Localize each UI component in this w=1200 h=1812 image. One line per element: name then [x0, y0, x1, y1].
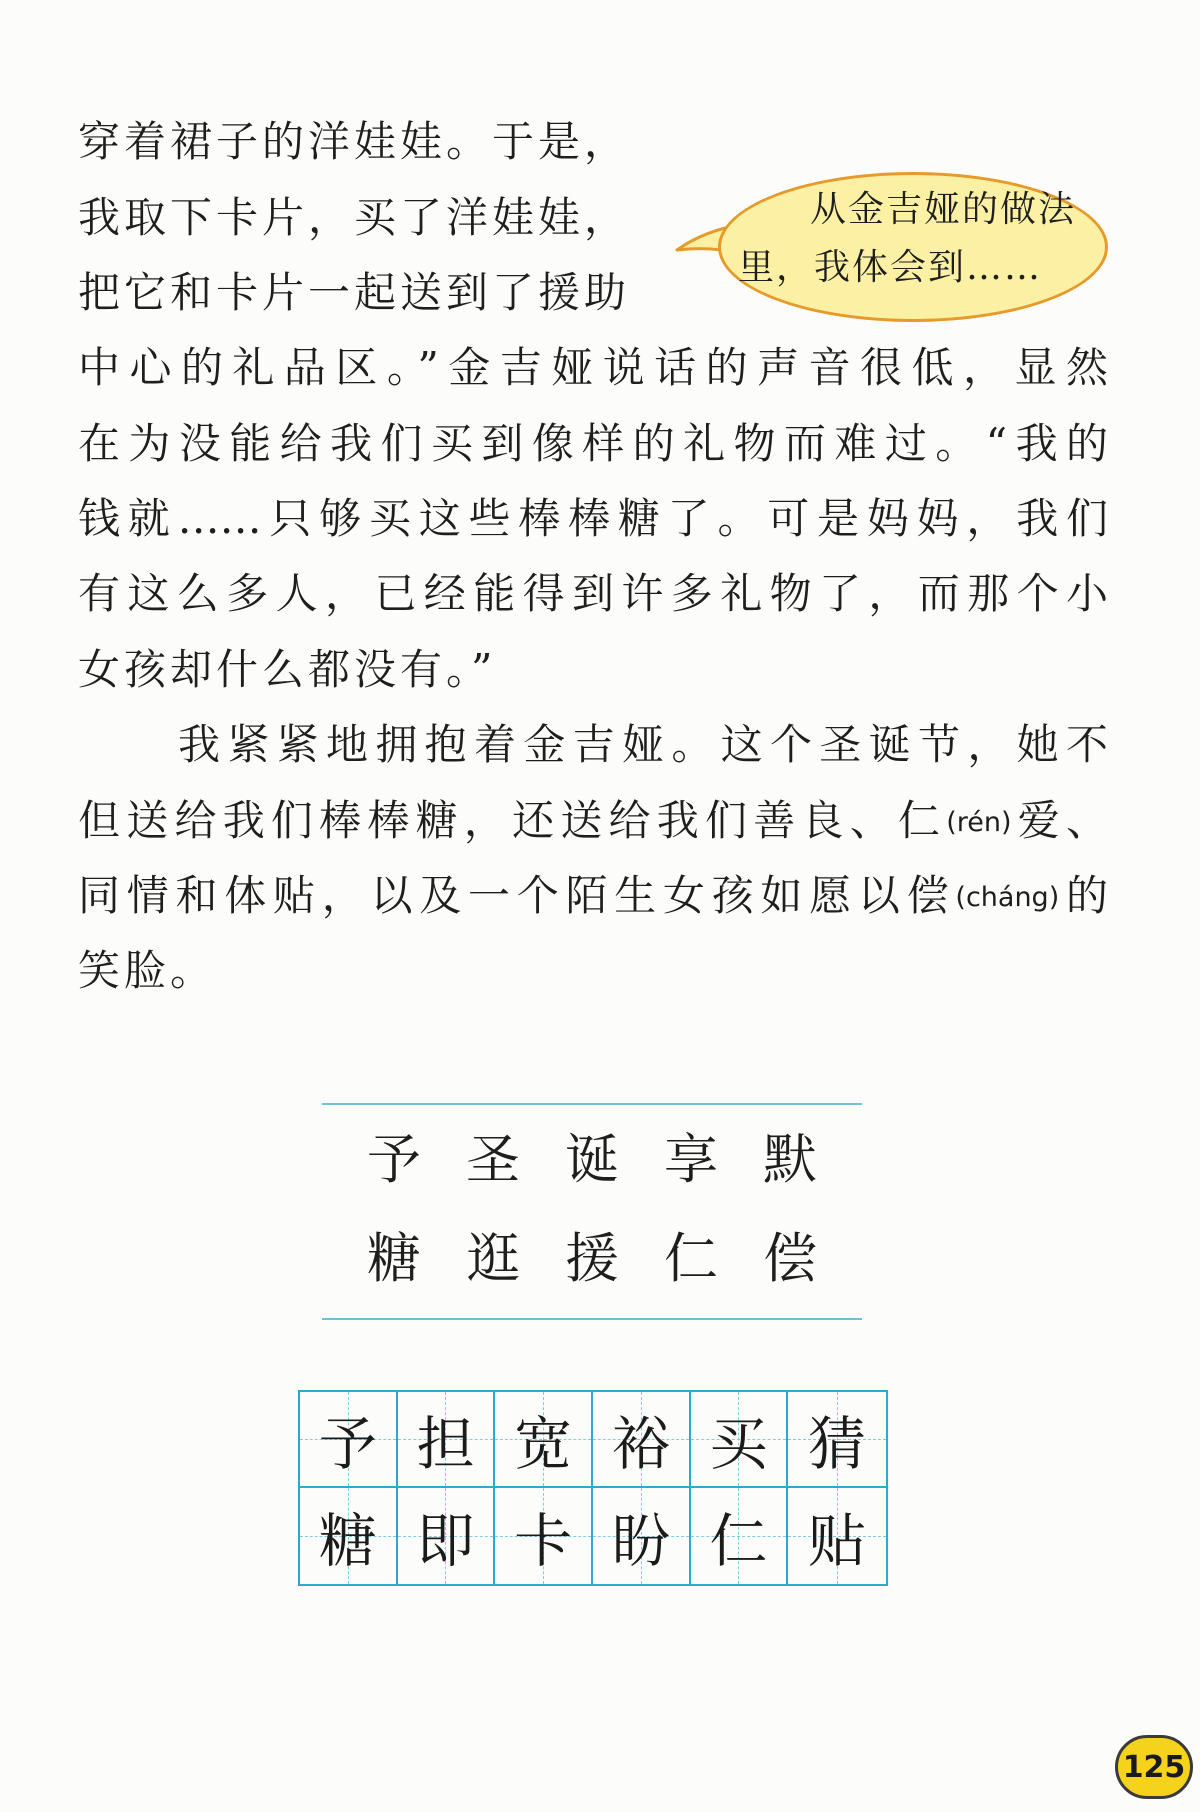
- text-line-3: 把它和卡片一起送到了援助: [78, 268, 631, 317]
- bottom-rule: [322, 1318, 862, 1320]
- recognize-char: 予: [367, 1128, 421, 1191]
- write-char: 猜: [808, 1410, 867, 1478]
- write-char: 买: [709, 1410, 768, 1478]
- text-line-5: 在为没能给我们买到像样的礼物而难过。“我的: [78, 419, 1108, 468]
- recognize-char: 偿: [763, 1227, 817, 1290]
- text-line-11: [78, 868, 1108, 926]
- grid-cell: [691, 1488, 789, 1584]
- write-char: 裕: [611, 1410, 670, 1478]
- writing-grid: [298, 1390, 888, 1586]
- grid-cell: [691, 1392, 789, 1488]
- text-line-4: 中心的礼品区。”金吉娅说话的声音很低，显然: [78, 343, 1108, 392]
- text-line-10: [78, 793, 1108, 851]
- text-line-10-end: 爱、: [1011, 796, 1108, 845]
- recognize-char: 圣: [466, 1128, 520, 1191]
- recognize-char: 仁: [664, 1227, 718, 1290]
- recognize-chars-row-1: [322, 1125, 862, 1195]
- page-number-badge: 125: [1115, 1735, 1193, 1799]
- recognize-char: 糖: [367, 1227, 421, 1290]
- text-line-1: 穿着裙子的洋娃娃。于是，: [78, 117, 631, 166]
- write-char: 贴: [808, 1507, 867, 1575]
- text-line-2: 我取下卡片，买了洋娃娃，: [78, 193, 631, 242]
- grid-cell: [300, 1488, 398, 1584]
- write-char: 卡: [514, 1507, 573, 1575]
- write-char: 盼: [611, 1507, 670, 1575]
- grid-cell: [788, 1488, 886, 1584]
- recognize-char: 默: [763, 1128, 817, 1191]
- text-line-11-end: 的: [1059, 871, 1108, 920]
- grid-cell: [398, 1488, 496, 1584]
- pinyin-chang: (cháng): [955, 882, 1060, 913]
- recognize-char: 援: [565, 1227, 619, 1290]
- grid-cell: [593, 1392, 691, 1488]
- recognize-char: 逛: [466, 1227, 520, 1290]
- text-line-6: 钱就……只够买这些棒棒糖了。可是妈妈，我们: [78, 494, 1108, 543]
- grid-cell: [300, 1392, 398, 1488]
- write-char: 宽: [514, 1410, 573, 1478]
- recognize-chars-row-2: [322, 1224, 862, 1294]
- text-line-10-main: 但送给我们棒棒糖，还送给我们善良、仁: [78, 796, 947, 845]
- grid-cell: [495, 1392, 593, 1488]
- grid-cell: [788, 1392, 886, 1488]
- text-line-11-main: 同情和体贴，以及一个陌生女孩如愿以偿: [78, 871, 956, 920]
- write-char: 担: [416, 1410, 475, 1478]
- write-char: 即: [416, 1507, 475, 1575]
- write-char: 仁: [709, 1507, 768, 1575]
- write-char: 予: [318, 1410, 377, 1478]
- text-line-8: 女孩却什么都没有。”: [78, 645, 497, 694]
- grid-cell: [495, 1488, 593, 1584]
- top-rule: [322, 1103, 862, 1105]
- grid-cell: [398, 1392, 496, 1488]
- pinyin-ren: (rén): [946, 807, 1012, 838]
- grid-cell: [593, 1488, 691, 1584]
- recognize-char: 诞: [565, 1128, 619, 1191]
- text-line-9: 我紧紧地拥抱着金吉娅。这个圣诞节，她不: [178, 720, 1108, 769]
- bubble-line-2: 里，我体会到……: [738, 247, 1043, 288]
- recognize-char: 享: [664, 1128, 718, 1191]
- text-line-7: 有这么多人，已经能得到许多礼物了，而那个小: [78, 569, 1108, 618]
- write-char: 糖: [318, 1507, 377, 1575]
- text-line-12: 笑脸。: [78, 946, 217, 995]
- bubble-line-1: 从金吉娅的做法: [810, 189, 1077, 230]
